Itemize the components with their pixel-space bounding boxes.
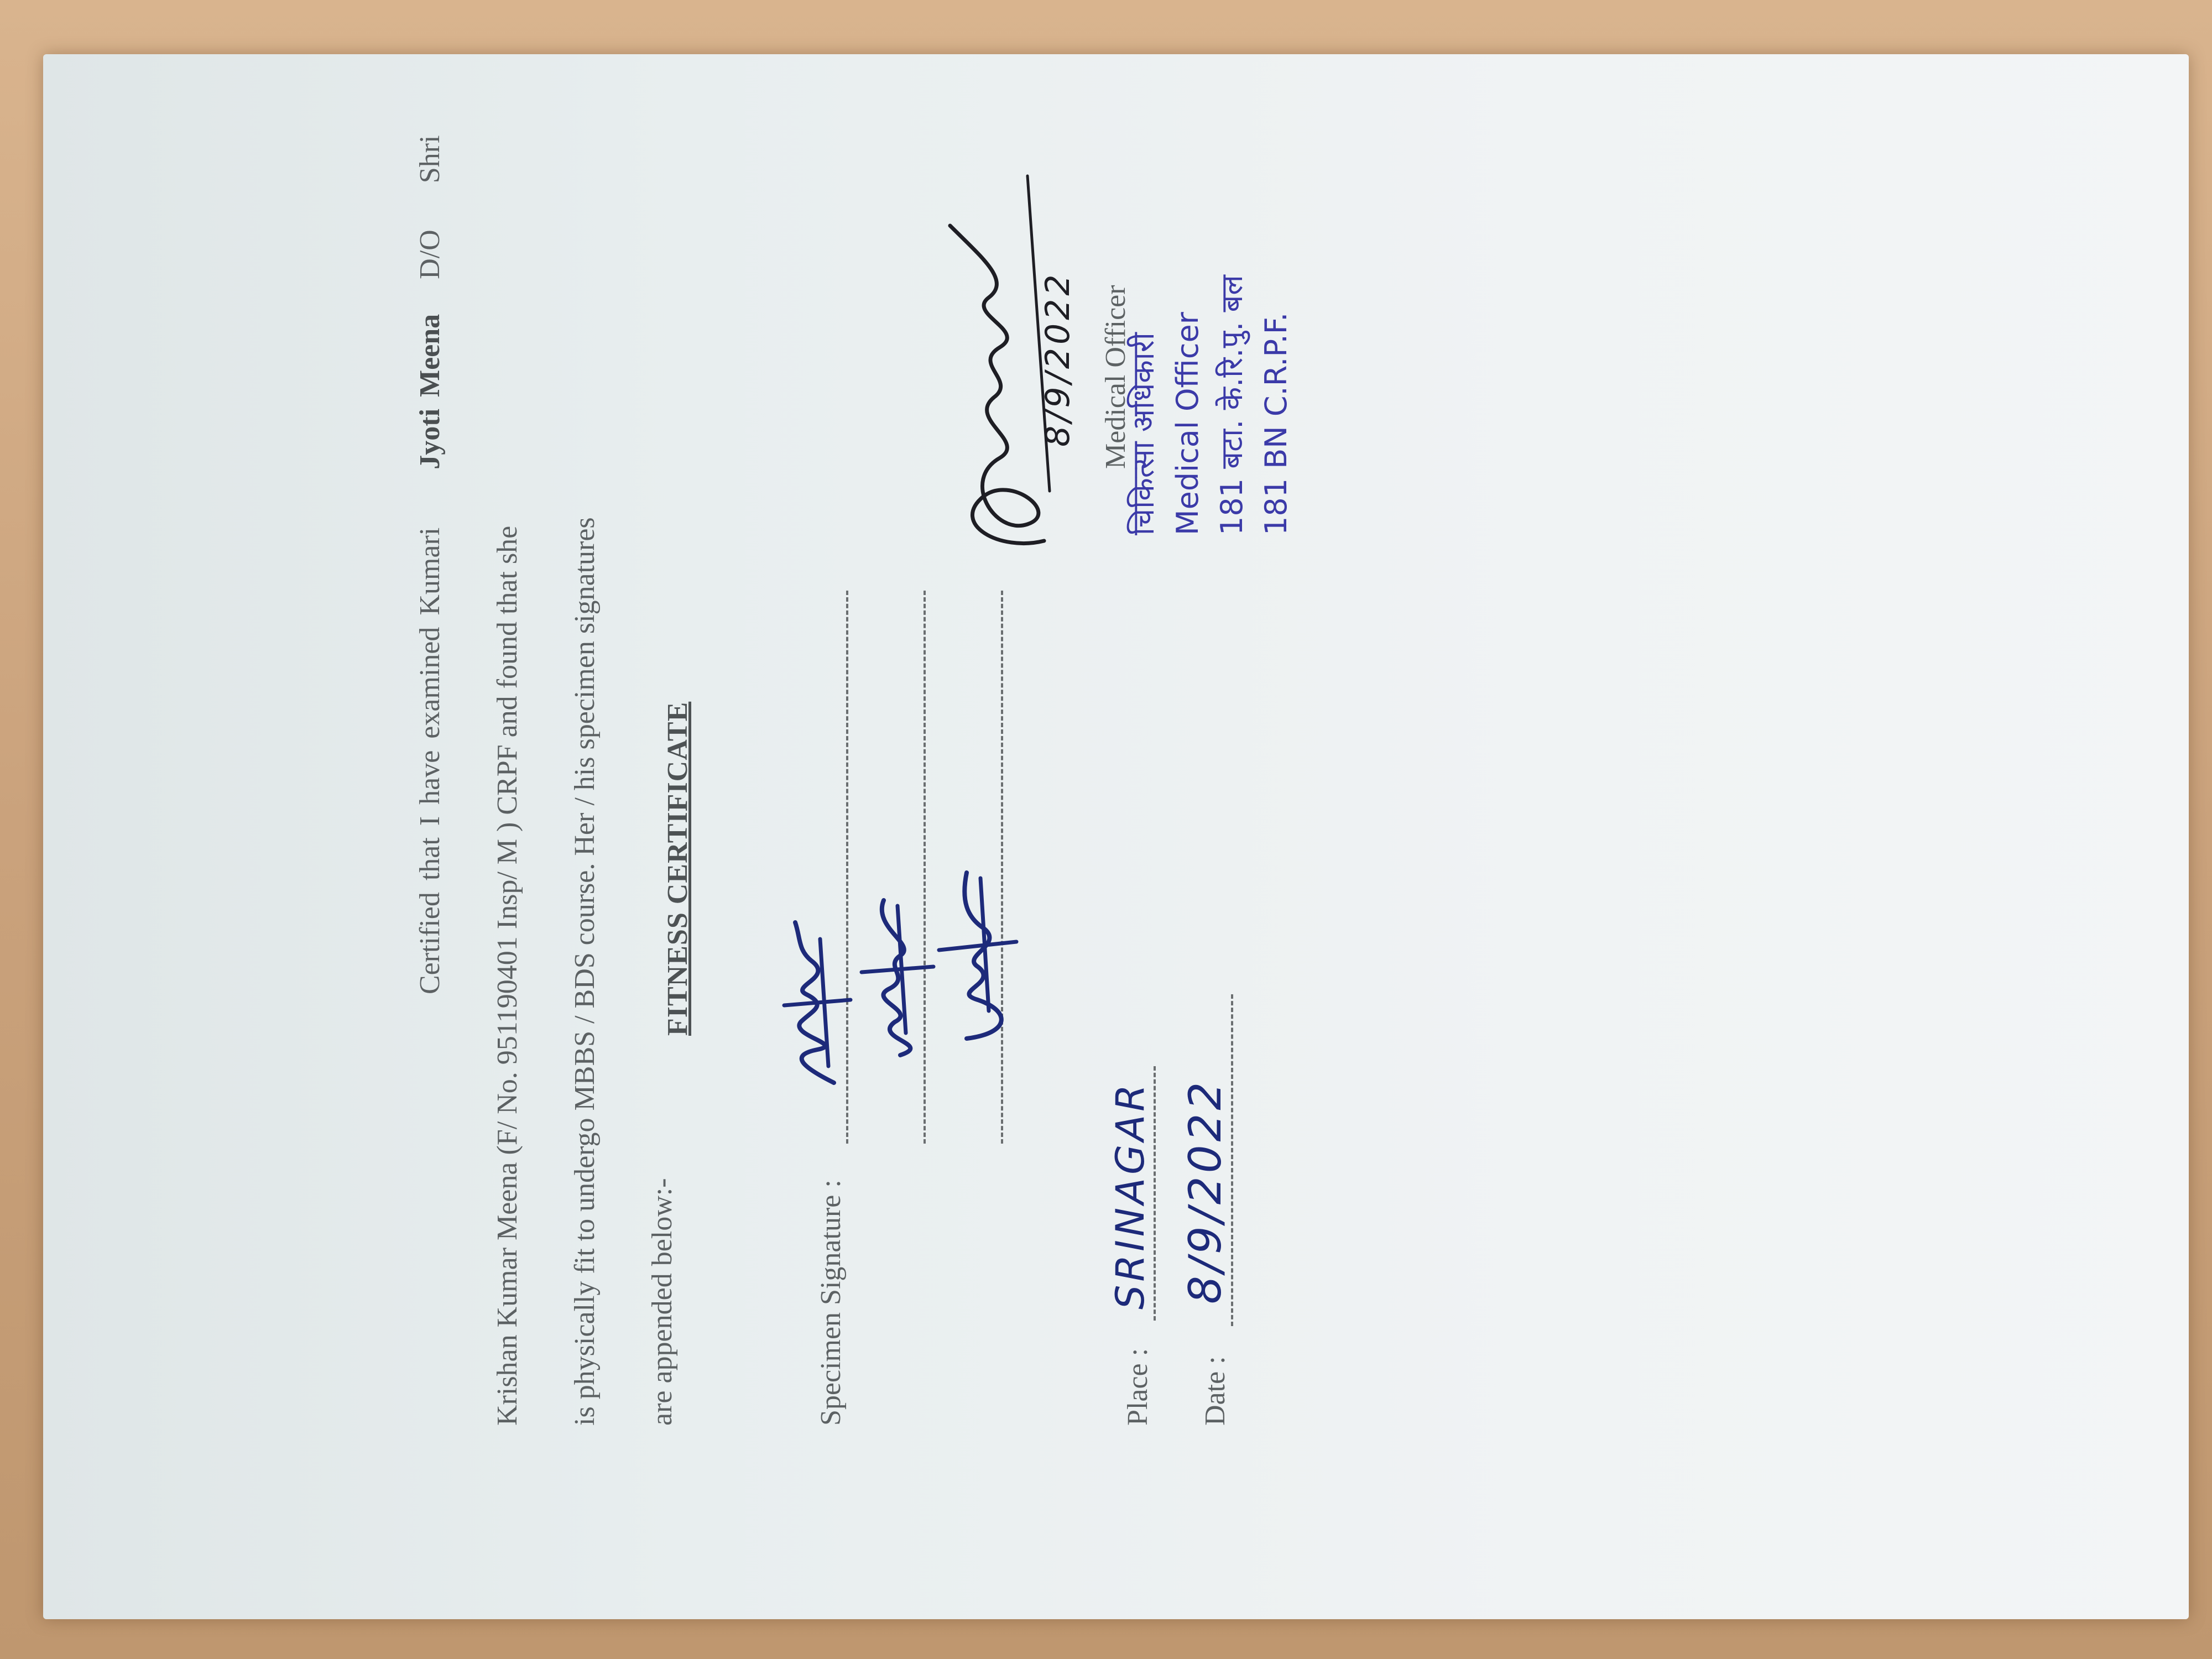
body-line-1 [414,135,446,994]
place-label: Place : [1122,1348,1154,1426]
candidate-name: Jyoti Meena [414,314,446,469]
stamp-line-title: Medical Officer [1170,312,1205,535]
body-line-2: Krishan Kumar Meena (F/ No. 951190401 Insp/ M ) CRPF and found that she [492,525,523,1426]
medical-officer-label: Medical Officer [1100,285,1131,469]
date-line [1231,994,1233,1326]
date-value: 8/9/2022 [1180,1078,1231,1304]
body-line-1-end: Shri [414,135,446,184]
officer-stamp [1121,275,1298,535]
place-line [1154,1066,1156,1321]
stamp-line-unit: 181 BN C.R.P.F. [1259,312,1293,535]
specimen-line-2 [924,591,926,1144]
specimen-signature-1 [768,911,862,1088]
place-value: SRINAGAR [1108,1081,1153,1310]
body-line-3: is physically fit to undergo MBBS / BDS course. Her / his specimen signatures [569,517,601,1426]
body-line-1-intro: Certified that I have examined Kumari [414,527,446,994]
specimen-signature-3 [928,862,1027,1044]
specimen-signature-label: Specimen Signature : [815,1180,847,1426]
stamp-line-hindi-title: चिकित्सा अधिकारी [1126,332,1161,535]
certificate-paper [43,54,2189,1619]
stamp-line-hindi-unit: 181 बटा. के.रि.पु. बल [1214,275,1249,535]
body-line-4: are appended below:- [646,1178,678,1426]
relation-label: D/O [414,229,446,279]
officer-signature-date: 8/9/2022 [1039,271,1077,447]
date-label: Date : [1199,1356,1231,1426]
certificate-title: FITNESS CERTIFICATE [662,701,693,1036]
certificate-sheet [43,54,2189,1619]
